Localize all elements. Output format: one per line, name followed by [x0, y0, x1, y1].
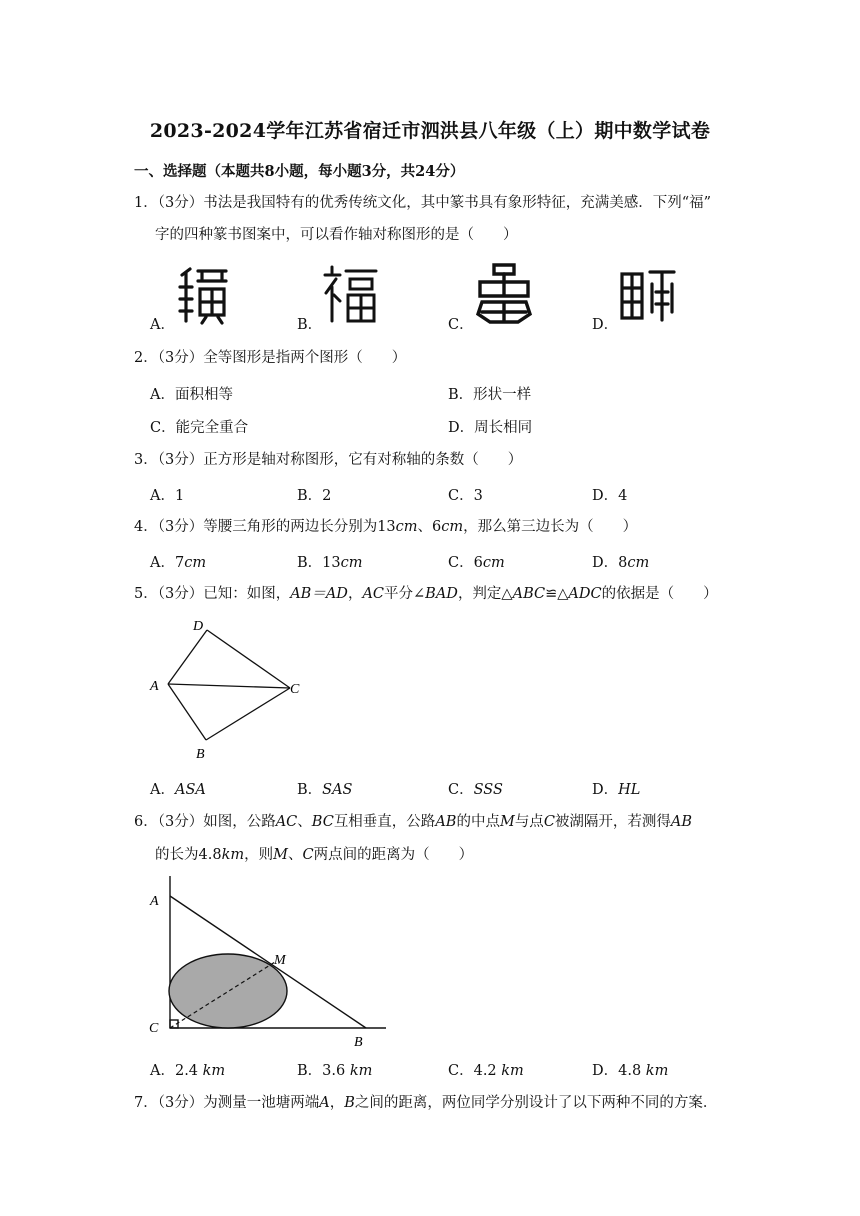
segment-ab [168, 684, 206, 740]
q2-option-c[interactable]: C．能完全重合 [150, 420, 249, 436]
label-b: B [196, 747, 205, 762]
q4-option-c[interactable]: C．6cm [448, 555, 505, 571]
seal-glyph-d [618, 266, 678, 324]
q5-stem: 5．（3分）已知：如图，AB＝AD，AC平分∠BAD，判定△ABC≌△ADC的依据是（ ） [134, 586, 718, 602]
segment-ad [168, 630, 207, 684]
q5-quadrilateral-figure [140, 612, 320, 764]
q7-stem: 7．（3分）为测量一池塘两端A，B之间的距离，两位同学分别设计了以下两种不同的方案． [134, 1095, 718, 1111]
q1-option-c[interactable]: C． [448, 317, 474, 333]
label-a: A [150, 679, 159, 694]
label-b: B [354, 1035, 363, 1050]
q3-option-a[interactable]: A．1 [150, 488, 185, 504]
q2-option-b[interactable]: B．形状一样 [448, 387, 532, 403]
q6-option-c[interactable]: C．4.2 km [448, 1063, 524, 1079]
label-c: C [149, 1021, 159, 1036]
q4-option-d[interactable]: D．8cm [592, 555, 650, 571]
q5-option-d[interactable]: D．HL [592, 782, 641, 798]
seal-glyph-c [472, 262, 536, 326]
q3-stem: 3．（3分）正方形是轴对称图形，它有对称轴的条数（ ） [134, 452, 523, 468]
lake-ellipse [169, 954, 287, 1028]
segment-dc [207, 630, 290, 688]
q2-option-d[interactable]: D．周长相同 [448, 420, 533, 436]
page-title: 2023-2024学年江苏省宿迁市泗洪县八年级（上）期中数学试卷 [149, 120, 711, 142]
q6-option-d[interactable]: D．4.8 km [592, 1063, 669, 1079]
q1-option-d[interactable]: D． [592, 317, 619, 333]
q1-option-a[interactable]: A． [150, 317, 175, 333]
q3-option-b[interactable]: B．2 [297, 488, 332, 504]
q1-stem-line2: 字的四种篆书图案中，可以看作轴对称图形的是（ ） [155, 227, 518, 243]
seal-glyph-b [322, 263, 380, 325]
q6-option-a[interactable]: A．2.4 km [150, 1063, 226, 1079]
q5-option-c[interactable]: C．SSS [448, 782, 503, 798]
q3-option-d[interactable]: D．4 [592, 488, 628, 504]
q6-option-b[interactable]: B．3.6 km [297, 1063, 373, 1079]
label-c: C [290, 682, 300, 697]
segment-bc [206, 688, 290, 740]
q4-option-a[interactable]: A．7cm [150, 555, 207, 571]
q4-stem: 4．（3分）等腰三角形的两边长分别为13cm、6cm，那么第三边长为（ ） [134, 519, 638, 535]
q3-option-c[interactable]: C．3 [448, 488, 483, 504]
q6-stem-line1: 6．（3分）如图，公路AC、BC互相垂直，公路AB的中点M与点C被湖隔开，若测得AB [134, 814, 693, 830]
q1-option-b[interactable]: B． [297, 317, 323, 333]
seal-glyph-a [176, 265, 232, 325]
label-m: M [274, 953, 286, 968]
label-d: D [193, 619, 204, 634]
q4-option-b[interactable]: B．13cm [297, 555, 363, 571]
q6-lake-figure [140, 872, 400, 1052]
section-heading: 一、选择题（本题共8小题，每小题3分，共24分） [134, 163, 465, 180]
q1-stem-line1: 1．（3分）书法是我国特有的优秀传统文化，其中篆书具有象形特征，充满美感．下列“福” [134, 195, 712, 211]
q6-stem-line2: 的长为4.8km，则M、C两点间的距离为（ ） [155, 847, 474, 863]
q5-option-b[interactable]: B．SAS [297, 782, 353, 798]
q2-option-a[interactable]: A．面积相等 [150, 387, 233, 403]
q2-stem: 2．（3分）全等图形是指两个图形（ ） [134, 350, 407, 366]
q5-option-a[interactable]: A．ASA [150, 782, 206, 798]
label-a: A [150, 894, 159, 909]
segment-ac [168, 684, 290, 688]
